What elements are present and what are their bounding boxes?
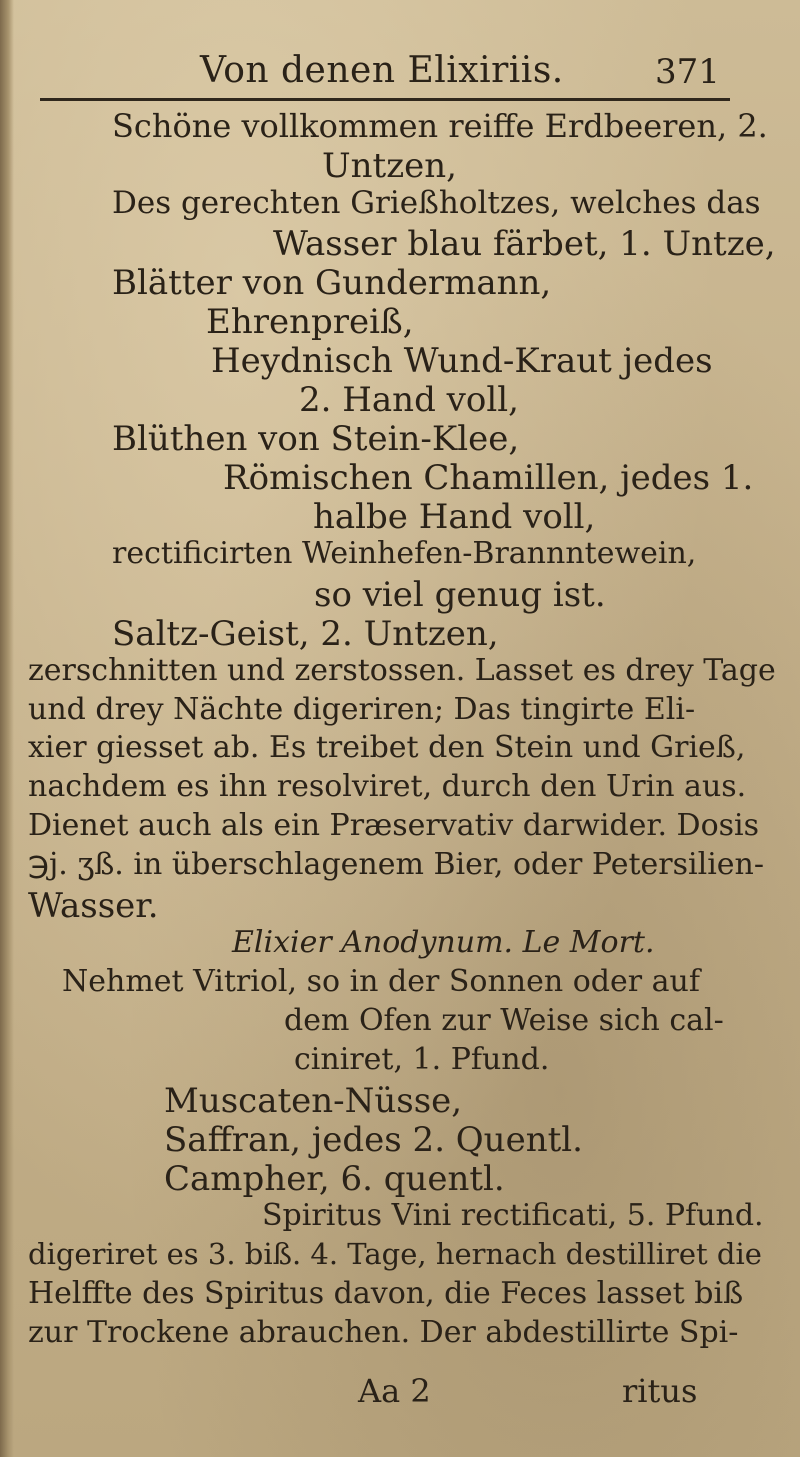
header-rule [40,98,730,101]
text-line: Dienet auch als ein Præservativ darwider. Dosis [28,808,760,843]
text-line: Blätter von Gundermann, [112,263,552,303]
signature-mark: Aa 2 [358,1372,431,1410]
text-line: Helffte des Spiritus davon, die Feces lasset biß [28,1276,744,1311]
text-line: halbe Hand voll, [313,497,596,537]
running-title: Von denen Elixiriis. [200,50,564,91]
text-line: Spiritus Vini rectificati, 5. Pfund. [262,1198,764,1233]
text-line: Ehrenpreiß, [206,302,414,342]
text-line: rectificirten Weinhefen-Brannntewein, [112,536,697,571]
page-header [0,44,800,104]
catchword: ritus [622,1372,698,1410]
text-line: zur Trockene abrauchen. Der abdestillirte Spi- [28,1315,739,1350]
text-line: 2. Hand voll, [299,380,519,420]
text-line: Muscaten-Nüsse, [164,1081,463,1121]
text-line: Blüthen von Stein-Klee, [112,419,520,459]
text-line: xier giesset ab. Es treibet den Stein und Grieß, [28,730,746,765]
text-line: dem Ofen zur Weise sich cal- [284,1003,724,1038]
text-line: Römischen Chamillen, jedes 1. [223,458,754,498]
text-line: Untzen, [322,146,457,186]
text-line: Saltz-Geist, 2. Untzen, [112,614,499,654]
text-line: Wasser. [28,886,159,926]
page-gutter-shadow [0,0,14,1457]
text-line: nachdem es ihn resolviret, durch den Urin aus. [28,769,747,804]
section-heading: Elixier Anodynum. Le Mort. [232,925,655,960]
text-line: zerschnitten und zerstossen. Lasset es drey Tage [28,653,776,688]
text-line: ℈j. ʒß. in überschlagenem Bier, oder Petersilien- [28,847,764,882]
text-line: und drey Nächte digeriren; Das tingirte Eli- [28,692,696,727]
page-number: 371 [655,52,720,92]
text-line: so viel genug ist. [314,575,606,615]
text-line: Saffran, jedes 2. Quentl. [164,1120,583,1160]
text-line: digeriret es 3. biß. 4. Tage, hernach destilliret die [28,1237,762,1271]
text-line: Nehmet Vitriol, so in der Sonnen oder auf [62,964,700,999]
text-line: Heydnisch Wund-Kraut jedes [211,341,713,381]
text-line: ciniret, 1. Pfund. [294,1042,550,1077]
text-line: Wasser blau färbet, 1. Untze, [273,224,776,264]
text-line: Schöne vollkommen reiffe Erdbeeren, 2. [112,107,768,145]
text-line: Des gerechten Grießholtzes, welches das [112,185,761,221]
text-line: Campher, 6. quentl. [164,1159,505,1199]
